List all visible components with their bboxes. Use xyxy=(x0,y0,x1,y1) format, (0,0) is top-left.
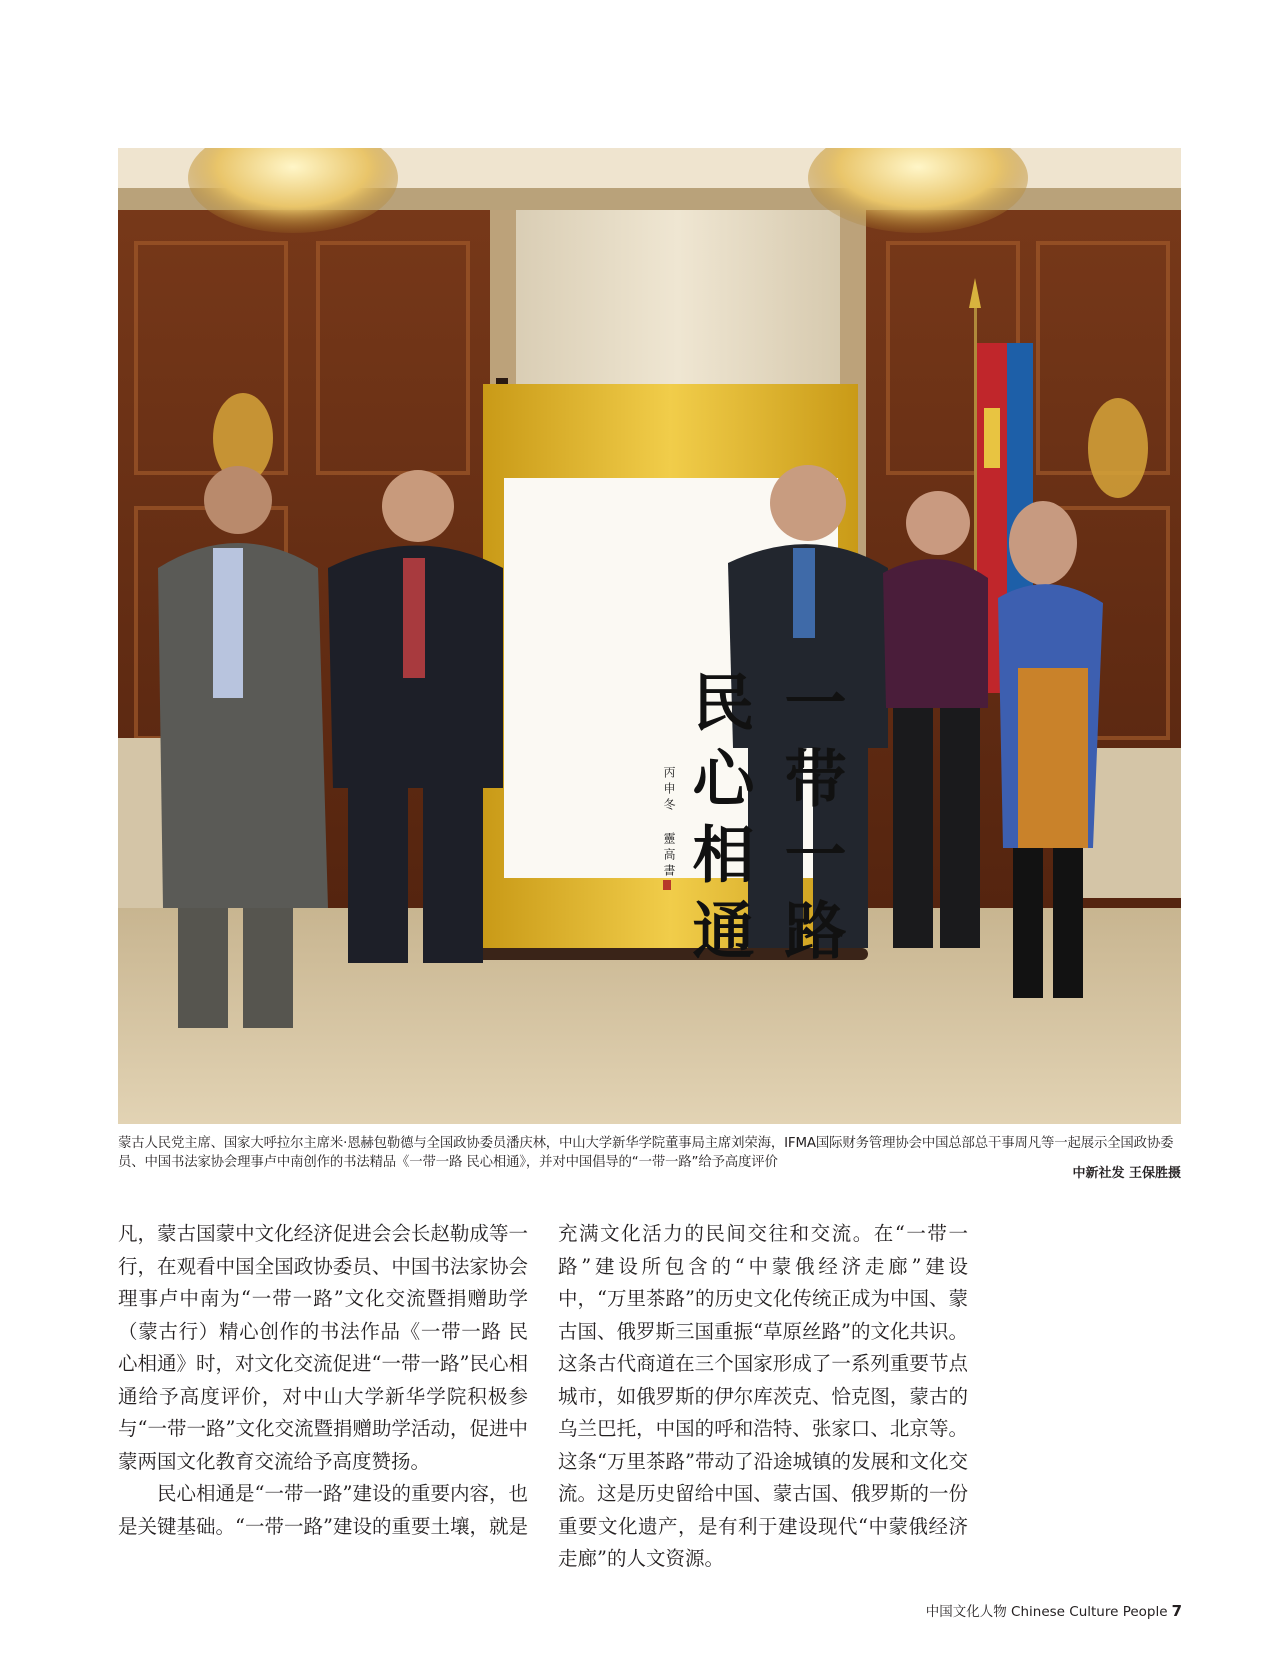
magazine-name: 中国文化人物 Chinese Culture People xyxy=(925,1604,1168,1620)
article-paragraph: 充满文化活力的民间交往和交流。在“一带一路”建设所包含的“中蒙俄经济走廊”建设中，“万里茶路”的历史文化传统正成为中国、蒙古国、俄罗斯三国重振“草原丝路”的文化共识。这条古代商道在三个国家形成了一系列重要节点城市，如俄罗斯的伊尔库茨克、恰克图，蒙古的乌兰巴托，中国的呼和浩特、张家口、北京等。这条“万里茶路”带动了沿途城镇的发展和文化交流。这是历史留给中国、蒙古国、俄罗斯的一份重要文化遗产，是有利于建设现代“中蒙俄经济走廊”的人文资源。 xyxy=(558,1222,968,1570)
article-photo xyxy=(118,148,1181,1124)
scroll-seal xyxy=(663,880,671,890)
photo-credit: 中新社发 王保胜摄 xyxy=(1072,1166,1181,1181)
article-column-left xyxy=(118,1218,528,1543)
photo-caption: 蒙古人民党主席、国家大呼拉尔主席米·恩赫包勒德与全国政协委员潘庆林，中山大学新华学院董事局主席刘荣海，IFMA国际财务管理协会中国总部总干事周凡等一起展示全国政协委员、中国书法家协会理事卢中南创作的书法精品《一带一路 民心相通》，并对中国倡导的“一带一路”给予高度评价 xyxy=(118,1136,1174,1170)
page-footer xyxy=(926,1600,1182,1620)
page-number: 7 xyxy=(1171,1602,1182,1620)
scroll-left-column: 民心相通 xyxy=(682,670,755,974)
calligraphy-scroll xyxy=(655,648,867,1068)
article-column-right xyxy=(558,1218,968,1576)
article-paragraph: 凡，蒙古国蒙中文化经济促进会会长赵勒成等一行，在观看中国全国政协委员、中国书法家协会理事卢中南为“一带一路”文化交流暨捐赠助学（蒙古行）精心创作的书法作品《一带一路 民心相通》时，对文化交流促进“一带一路”民心相通给予高度评价，对中山大学新华学院积极参与“一带一路”文化交流暨捐赠助学活动，促进中蒙两国文化教育交流给予高度赞扬。 xyxy=(118,1222,528,1473)
photo-scene xyxy=(118,148,1181,1124)
article-paragraph: 民心相通是“一带一路”建设的重要内容，也是关键基础。“一带一路”建设的重要土壤，就是 xyxy=(118,1482,528,1538)
scroll-signature: 丙申冬 靈高書 xyxy=(662,766,676,880)
scroll-right-column: 一带一路 xyxy=(774,670,847,974)
